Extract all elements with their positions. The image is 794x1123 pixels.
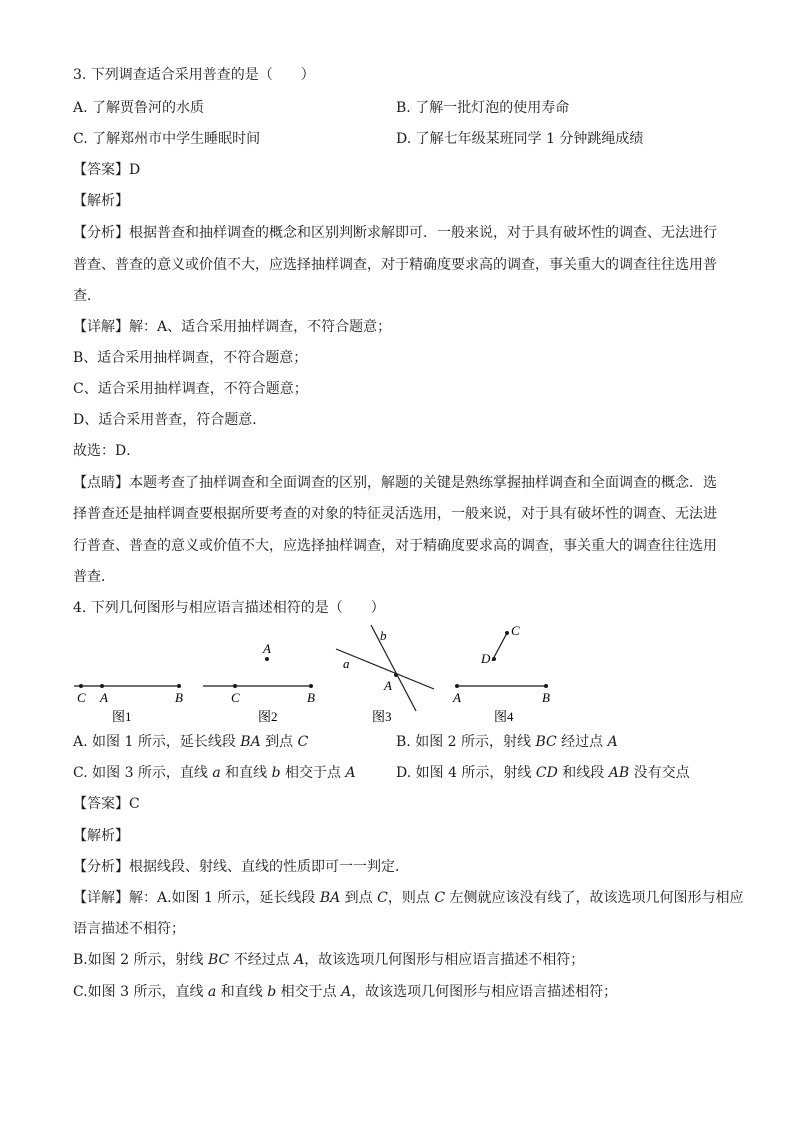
point-c-dot [233, 684, 237, 688]
fig2-label-a: A [263, 641, 271, 656]
point-a-dot [394, 673, 398, 677]
q3-option-b: B. 了解一批灯泡的使用寿命 [396, 100, 570, 116]
fig2-label-c: C [231, 690, 240, 705]
figure-3 [336, 625, 434, 724]
q4-option-a: A. 如图 1 所示，延长线段 BA 到点 C [73, 734, 309, 750]
q4-xiangjie-line: B.如图 2 所示，射线 BC 不经过点 A，故该选项几何图形与相应语言描述不相符； [73, 952, 585, 968]
point-b-dot [544, 684, 548, 688]
q4-option-d: D. 如图 4 所示，射线 CD 和线段 AB 没有交点 [396, 765, 690, 781]
point-a-dot [265, 657, 269, 661]
q3-stem: 3. 下列调查适合采用普查的是（ ） [73, 67, 315, 83]
fig1-caption: 图1 [112, 709, 132, 724]
q3-fenxi-line: 【分析】根据普查和抽样调查的概念和区别判断求解即可．一般来说，对于具有破坏性的调查、无法进行 [73, 225, 717, 241]
q4-xiangjie-line: C.如图 3 所示，直线 a 和直线 b 相交于点 A，故该选项几何图形与相应语言描述相符； [73, 984, 618, 1000]
fig2-caption: 图2 [258, 709, 278, 724]
q3-dianjing-line: 【点睛】本题考查了抽样调查和全面调查的区别，解题的关键是熟练掌握抽样调查和全面调查的概念．选 [73, 475, 717, 491]
fig4-label-d: D [481, 651, 491, 666]
fig4-label-b: B [542, 690, 550, 705]
q3-dianjing-line: 择普查还是抽样调查要根据所要考查的对象的特征灵活选用，一般来说，对于具有破坏性的调查、无法进 [73, 506, 717, 522]
q3-option-c: C. 了解郑州市中学生睡眠时间 [73, 131, 261, 147]
q3-xiangjie-line: D、适合采用普查，符合题意． [73, 412, 267, 428]
fig3-caption: 图3 [372, 709, 392, 724]
q4-option-c: C. 如图 3 所示，直线 a 和直线 b 相交于点 A [73, 765, 356, 781]
fig4-caption: 图4 [494, 709, 514, 724]
q4-analysis-heading: 【解析】 [73, 828, 129, 844]
point-a-dot [100, 684, 104, 688]
q4-option-b: B. 如图 2 所示，射线 BC 经过点 A [396, 734, 618, 750]
figure-1 [74, 684, 183, 724]
fig1-label-c: C [77, 690, 86, 705]
q4-answer: 【答案】C [73, 796, 140, 812]
q3-fenxi-line: 查． [73, 288, 101, 304]
q3-analysis-heading: 【解析】 [73, 193, 129, 209]
point-a-dot [455, 684, 459, 688]
q4-xiangjie-line: 【详解】解：A.如图 1 所示，延长线段 BA 到点 C，则点 C 左侧就应该没有线了，故该选项几何图形与相应 [73, 890, 744, 906]
fig1-label-b: B [175, 690, 183, 705]
q3-dianjing-line: 行普查、普查的意义或价值不大，应选择抽样调查，对于精确度要求高的调查，事关重大的调查往往选用 [73, 538, 717, 554]
q3-xiangjie-line: B、适合采用抽样调查，不符合题意； [73, 350, 308, 366]
q3-option-d: D. 了解七年级某班同学 1 分钟跳绳成绩 [396, 131, 644, 147]
figure-4 [452, 623, 550, 724]
fig3-label-a-line: a [343, 656, 350, 671]
q3-answer: 【答案】D [73, 162, 141, 178]
line-b [371, 625, 416, 711]
fig4-label-c: C [511, 623, 520, 638]
point-c-dot [79, 684, 83, 688]
point-b-dot [177, 684, 181, 688]
q4-fenxi: 【分析】根据线段、射线、直线的性质即可一一判定． [73, 859, 409, 875]
fig2-label-b: B [307, 690, 315, 705]
fig3-label-b: b [380, 628, 387, 643]
q3-xiangjie-line: C、适合采用抽样调查，不符合题意； [73, 381, 308, 397]
q3-fenxi-line: 普查、普查的意义或价值不大，应选择抽样调查，对于精确度要求高的调查，事关重大的调查往往选用普 [73, 257, 717, 273]
point-b-dot [309, 684, 313, 688]
q4-xiangjie-line: 语言描述不相符； [73, 921, 185, 937]
ray-cd-line [492, 633, 507, 661]
q3-option-a: A. 了解贾鲁河的水质 [73, 100, 205, 116]
q3-conclusion: 故选：D． [73, 443, 141, 459]
figure-2 [203, 641, 315, 724]
fig3-label-a-point: A [384, 678, 392, 693]
q4-figures [60, 618, 560, 728]
q3-dianjing-line: 普查． [73, 569, 115, 585]
point-c-dot [505, 631, 509, 635]
q3-xiangjie-line: 【详解】解：A、适合采用抽样调查，不符合题意； [73, 319, 392, 335]
point-d-dot [492, 657, 496, 661]
fig1-label-a: A [100, 690, 108, 705]
q4-stem: 4. 下列几何图形与相应语言描述相符的是（ ） [73, 600, 385, 616]
fig4-label-a: A [453, 690, 461, 705]
